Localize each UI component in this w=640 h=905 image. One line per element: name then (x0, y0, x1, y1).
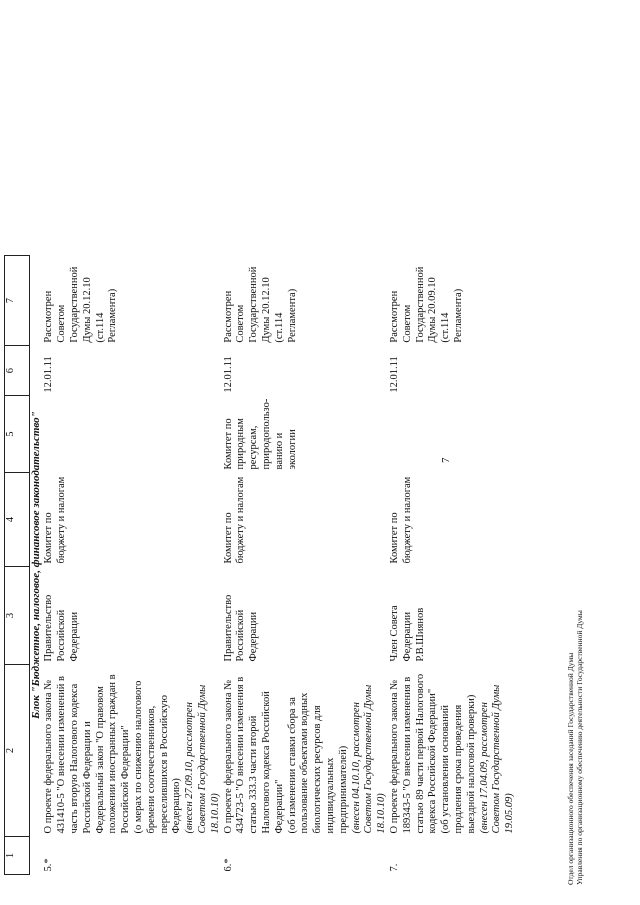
bill-title: О проекте федерального закона № 431410-5 "О внесении изменений в часть вторую Налогового кодекса Российской Федерации и Федеральный закон "О правовом положении иностранных граждан в Российской Федерации" (43, 674, 132, 834)
table-row (43, 256, 222, 875)
column-header: 2 (5, 665, 30, 837)
co-committee (43, 396, 222, 473)
initiator: Член Совета Федерации Р.В.Шиянов (388, 605, 426, 662)
column-header: 5 (5, 396, 30, 473)
section-title: Блок "Бюджетное, налоговое, финансовое законодательство" (30, 411, 42, 719)
column-header: 3 (5, 567, 30, 665)
column-header: 6 (5, 346, 30, 396)
footer-line: Отдел организационного обеспечения заседаний Государственной Думы (566, 652, 575, 885)
section-row (30, 256, 44, 875)
bill-description (223, 665, 389, 837)
initiator: Правительство Российской Федерации (43, 594, 80, 662)
date: 12.01.11 (388, 356, 400, 393)
initiator: Правительство Российской Федерации (222, 594, 260, 662)
bill-note: (внесен 17.04.09, рассмотрен Советом Государственной Думы 19.05.09) (478, 684, 516, 834)
column-header: 1 (5, 837, 30, 875)
row-number: 6.* (222, 858, 234, 872)
bill-note: (внесен 04.10.10, рассмотрен Советом Государственной Думы 18.10.10) (350, 684, 388, 834)
agenda-table (4, 255, 517, 875)
date: 12.01.11 (222, 356, 234, 393)
committee: Комитет по бюджету и налогам (43, 476, 68, 564)
co-committee (389, 396, 517, 473)
column-header-row (5, 256, 30, 875)
bill-summary: (об изменении ставки сбора за пользование объектами водных биологических ресурсов для индивидуальных предпринимателей) (286, 692, 349, 834)
bill-description (389, 665, 517, 837)
table-row (223, 256, 389, 875)
co-committee: Комитет по природным ресурсам, природопользо-ванию и экологии (222, 398, 298, 470)
column-header: 7 (5, 256, 30, 346)
row-number: 7. (388, 863, 400, 872)
bill-summary: (об установлении оснований продления срока проведения выездной налоговой проверки) (440, 694, 477, 834)
footer (566, 610, 585, 885)
committee: Комитет по бюджету и налогам (222, 476, 247, 564)
footer-line: Управления по организационному обеспечению деятельности Государственной Думы (575, 610, 585, 885)
bill-title: О проекте федерального закона № 189343-5 "О внесении изменения в статью 89 части первой Налогового кодекса Российской Федерации" (388, 673, 439, 834)
column-header: 4 (5, 473, 30, 567)
status: Рассмотрен Советом Государственной Думы 20.09.10 (ст.114 Регламента) (388, 266, 464, 343)
bill-title: О проекте федерального закона № 434723-5 "О внесении изменения в статью 333.3 части второй Налогового кодекса Российской Федерации" (222, 676, 285, 834)
committee: Комитет по бюджету и налогам (388, 476, 413, 564)
date: 12.01.11 (43, 356, 55, 393)
bill-note: (внесен 27.09.10, рассмотрен Советом Государственной Думы 18.10.10) (184, 684, 221, 834)
bill-summary: (о мерах по снижению налогового бремени соотечественников, переселившихся в Российскую Федерацию) (132, 680, 183, 834)
bill-description (43, 665, 222, 837)
status: Рассмотрен Советом Государственной Думы 20.12.10 (ст.114 Регламента) (43, 266, 119, 343)
status: Рассмотрен Советом Государственной Думы 20.12.10 (ст.114 Регламента) (222, 266, 298, 343)
row-number: 5.* (43, 858, 55, 872)
table-row (389, 256, 517, 875)
page-number: 7 (440, 457, 452, 463)
